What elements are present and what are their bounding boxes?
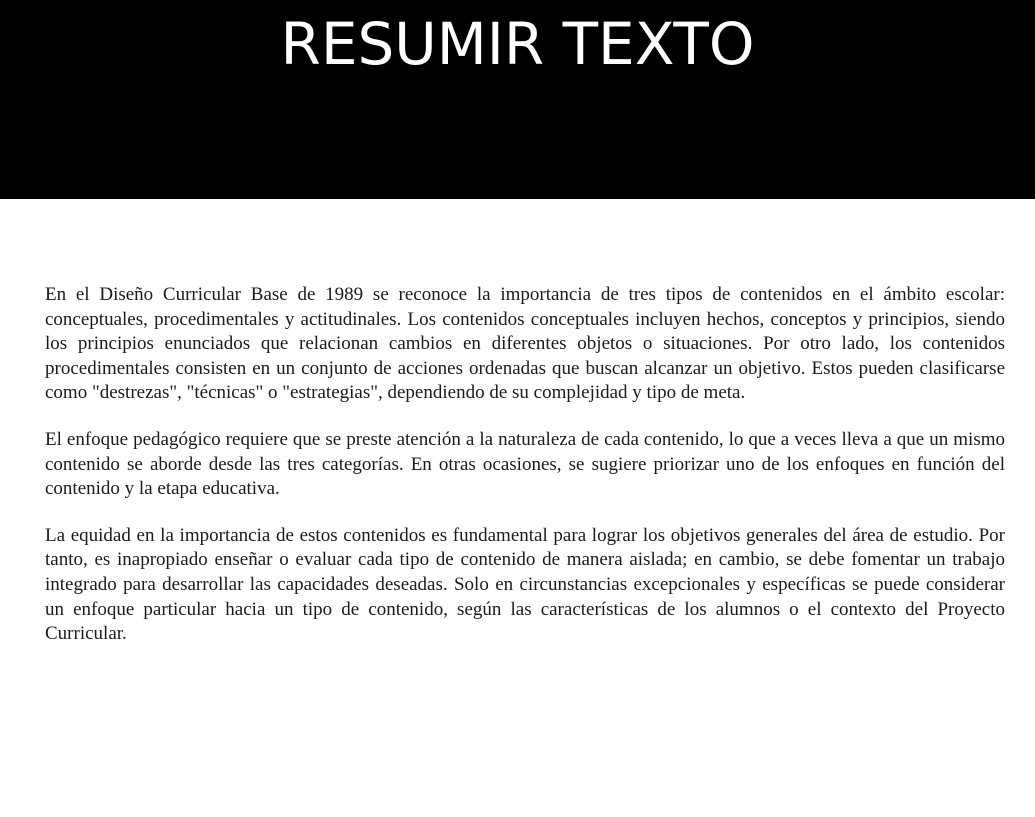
header-banner <box>0 0 1035 199</box>
paragraph-3: La equidad en la importancia de estos contenidos es fundamental para lograr los objetivos generales del área de estudio. Por tanto, es inapropiado enseñar o evaluar cada tipo de contenido de manera aislada; en cambio, se debe fomentar un trabajo integrado para desarrollar las capacidades deseadas. Solo en circunstancias excepcionales y específicas se puede considerar un enfoque particular hacia un tipo de contenido, según las características de los alumnos o el contexto del Proyecto Curricular. <box>45 524 1005 645</box>
paragraph-1: En el Diseño Curricular Base de 1989 se reconoce la importancia de tres tipos de contenidos en el ámbito escolar: conceptuales, procedimentales y actitudinales. Los contenidos conceptuales incluyen hechos, conceptos y principios, siendo los principios enunciados que relacionan cambios en diferentes objetos o situaciones. Por otro lado, los contenidos procedimentales consisten en un conjunto de acciones ordenadas que buscan alcanzar un objetivo. Estos pueden clasificarse como "destrezas", "técnicas" o "estrategias", dependiendo de su complejidad y tipo de meta. <box>45 284 1005 404</box>
summary-text <box>45 283 1005 647</box>
paragraph-2: El enfoque pedagógico requiere que se preste atención a la naturaleza de cada contenido, lo que a veces lleva a que un mismo contenido se aborde desde las tres categorías. En otras ocasiones, se sugiere priorizar uno de los enfoques en función del contenido y la etapa educativa. <box>45 428 1005 500</box>
page-title: RESUMIR TEXTO <box>280 10 755 78</box>
